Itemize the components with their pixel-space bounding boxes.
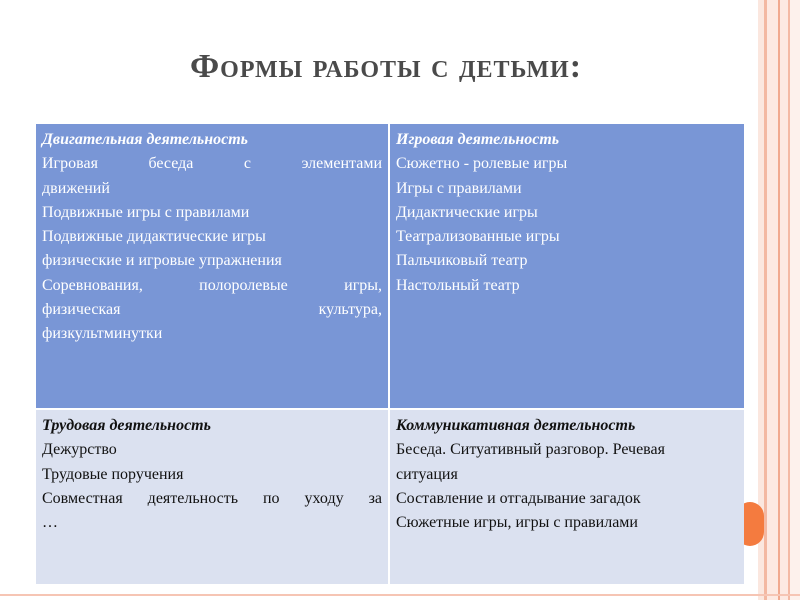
list-item: Дежурство [42, 441, 117, 459]
list-item: движений [42, 179, 110, 197]
list-item: Составление и отгадывание загадок [396, 489, 641, 507]
list-item: Дидактические игры [396, 203, 538, 221]
cell-labor-activity [36, 410, 390, 584]
list-item: Беседа. Ситуативный разговор. Речевая [396, 441, 665, 459]
activities-table [36, 124, 744, 584]
list-item: Трудовые поручения [42, 465, 184, 483]
list-item: физкультминутки [42, 325, 163, 343]
list-item: ситуация [396, 465, 458, 483]
cell-motor-activity [36, 124, 390, 410]
list-item: Сюжетные игры, игры с правилами [396, 514, 638, 532]
list-item: Соревнования, полоролевые игры, [42, 276, 382, 294]
cell-play-activity [390, 124, 744, 410]
cell-heading: Игровая деятельность [396, 131, 560, 148]
list-item: Настольный театр [396, 276, 520, 294]
cell-heading: Двигательная деятельность [42, 131, 248, 148]
cell-heading: Трудовая деятельность [42, 417, 211, 434]
list-item: Игры с правилами [396, 179, 522, 197]
list-item: Театрализованные игры [396, 228, 560, 246]
list-item: Сюжетно - ролевые игры [396, 155, 568, 173]
list-item: Игровая беседа с элементами [42, 155, 382, 173]
decorative-bottom-line [0, 594, 800, 596]
list-item: физические и игровые упражнения [42, 252, 282, 270]
slide-title: Формы работы с детьми: [189, 48, 583, 85]
decorative-stripes [758, 0, 800, 600]
cell-communicative-activity [390, 410, 744, 584]
list-item: Совместная деятельность по уходу за [42, 489, 382, 507]
list-item: Подвижные дидактические игры [42, 228, 266, 246]
list-item: Пальчиковый театр [396, 252, 528, 270]
list-item: физическая культура, [42, 301, 382, 319]
list-item: … [42, 514, 58, 532]
list-item: Подвижные игры с правилами [42, 203, 250, 221]
cell-heading: Коммуникативная деятельность [396, 417, 636, 434]
